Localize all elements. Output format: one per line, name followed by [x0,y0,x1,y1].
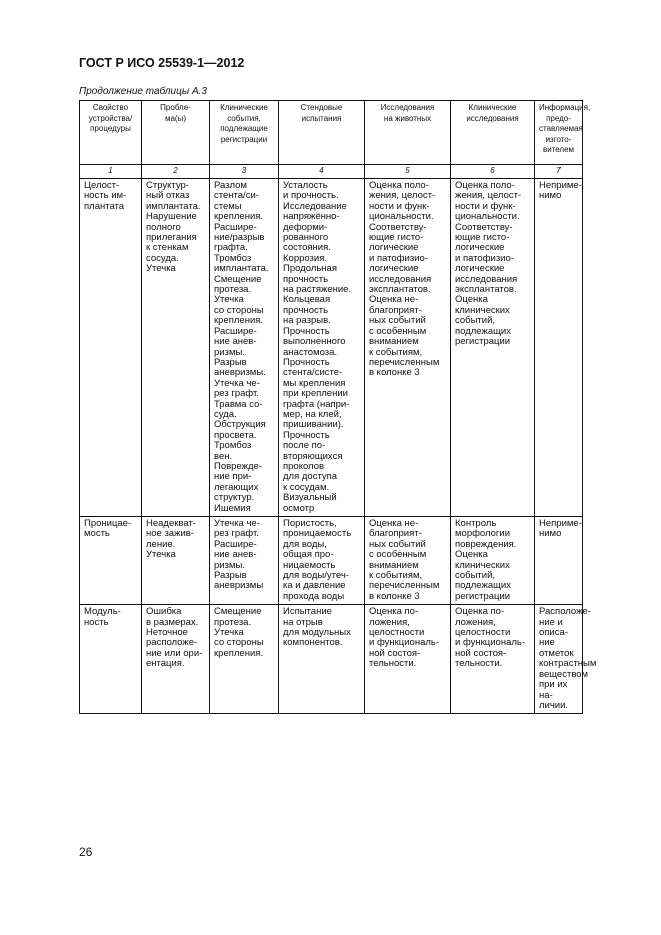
table-cell: Расположе- ние и описа- ние отметок контрастным веществом при их на- личии. [535,605,583,714]
table-cell: Испытание на отрыв для модульных компонентов. [279,605,365,714]
table-cell: Контроль морфологии повреждения. Оценка клинических событий, подлежащих регистрации [451,517,535,605]
column-number: 5 [365,165,451,179]
table-cell: Оценка поло- жения, целост- ности и функ- циональности. Соответству- ющие гисто- логические и патофизио- логические исследования эксплантатов. Оценка клинических событий, подлежащих регистрации [451,179,535,517]
table-cell: Оценка не- благоприят- ных событий с особенным вниманием к событиям, перечисленным в колонке 3 [365,517,451,605]
column-header [279,101,365,165]
column-header-label: Свойство устройства/ процедуры [88,103,133,133]
column-header-label: Пробле- ма(ы) [160,103,191,123]
column-number: 3 [210,165,279,179]
column-header [535,101,591,165]
table-cell: Утечка че- рез графт. Расшире- ние анев- ризмы. Разрыв аневризмы [210,517,279,605]
column-header-label: Исследования на животных [380,103,435,123]
table-cell: Разлом стента/си- стемы крепления. Расшире- ние/разрыв графта. Тромбоз имплантата. Смещение протеза. Утечка со стороны крепления. Расшире- ние анев- ризмы. Разрыв аневризмы. Утечка че- рез графт. Травма со- суда. Обструкция просвета. Тромбоз вен. Повреждe- ние при- легающих структур. Ишемия [210,179,279,517]
column-number: 6 [451,165,535,179]
table-cell: Усталость и прочность. Исследование напряжённо- деформи- рованного состояния. Коррозия. Продольная прочность на растяжение. Кольцевая прочность на разрыв. Прочность выполненного анастомоза. Прочность стента/систе- мы крепления при креплении графта (напри- мер, на клей, пришивании). Прочность после по- вторяющихся проколов для доступа к сосудам. Визуальный осмотр [279,179,365,517]
table-caption: Продолжение таблицы А.3 [79,86,207,97]
column-header-label: Клинические события, подлежащие регистрации [220,103,268,144]
table-row [80,179,583,517]
table-cell: Ошибка в размерах. Неточное расположе- ние или ори- ентация. [142,605,210,714]
table-cell: Смещение протеза. Утечка со стороны крепления. [210,605,279,714]
column-header [80,101,142,165]
column-number: 2 [142,165,210,179]
table-cell: Оценка поло- жения, целост- ности и функ- циональности. Соответству- ющие гисто- логические и патофизио- логические исследования эксплантатов. Оценка не- благоприят- ных событий с особенным вниманием к событиям, перечисленным в колонке 3 [365,179,451,517]
table-cell: Целост- ность им- плантата [80,179,142,517]
header-row [80,101,583,165]
table-cell: Структур- ный отказ имплантата. Нарушение полного прилегания к стенкам сосуда. Утечка [142,179,210,517]
column-header-label: Информация, предо- ставляемая изгото- вителем [539,103,591,154]
table-cell: Пористость, проницаемость для воды, общая про- ницаемость для воды/утеч- ка и давление прохода воды [279,517,365,605]
column-header [451,101,535,165]
column-header-label: Клинические исследования [466,103,519,123]
table-cell: Неприме- нимо [535,517,583,605]
table-cell: Оценка по- ложения, целостности и функциональ- ной состоя- тельности. [451,605,535,714]
column-header-label: Стендовые испытания [300,103,343,123]
column-header [210,101,279,165]
document-header: ГОСТ Р ИСО 25539-1—2012 [79,56,245,70]
table-cell: Оценка по- ложения, целостности и функциональ- ной состоя- тельности. [365,605,451,714]
column-number: 7 [535,165,583,179]
table-cell: Модуль- ность [80,605,142,714]
requirements-table [79,100,597,714]
table-cell: Неадекват- ное зажив- ление. Утечка [142,517,210,605]
page-number: 26 [79,845,93,859]
column-header [365,101,451,165]
table-cell: Неприме- нимо [535,179,583,517]
table-row [80,605,583,714]
table-row [80,517,583,605]
column-header [142,101,210,165]
column-number: 4 [279,165,365,179]
column-number: 1 [80,165,142,179]
table-cell: Проницае- мость [80,517,142,605]
column-number-row [80,165,583,179]
